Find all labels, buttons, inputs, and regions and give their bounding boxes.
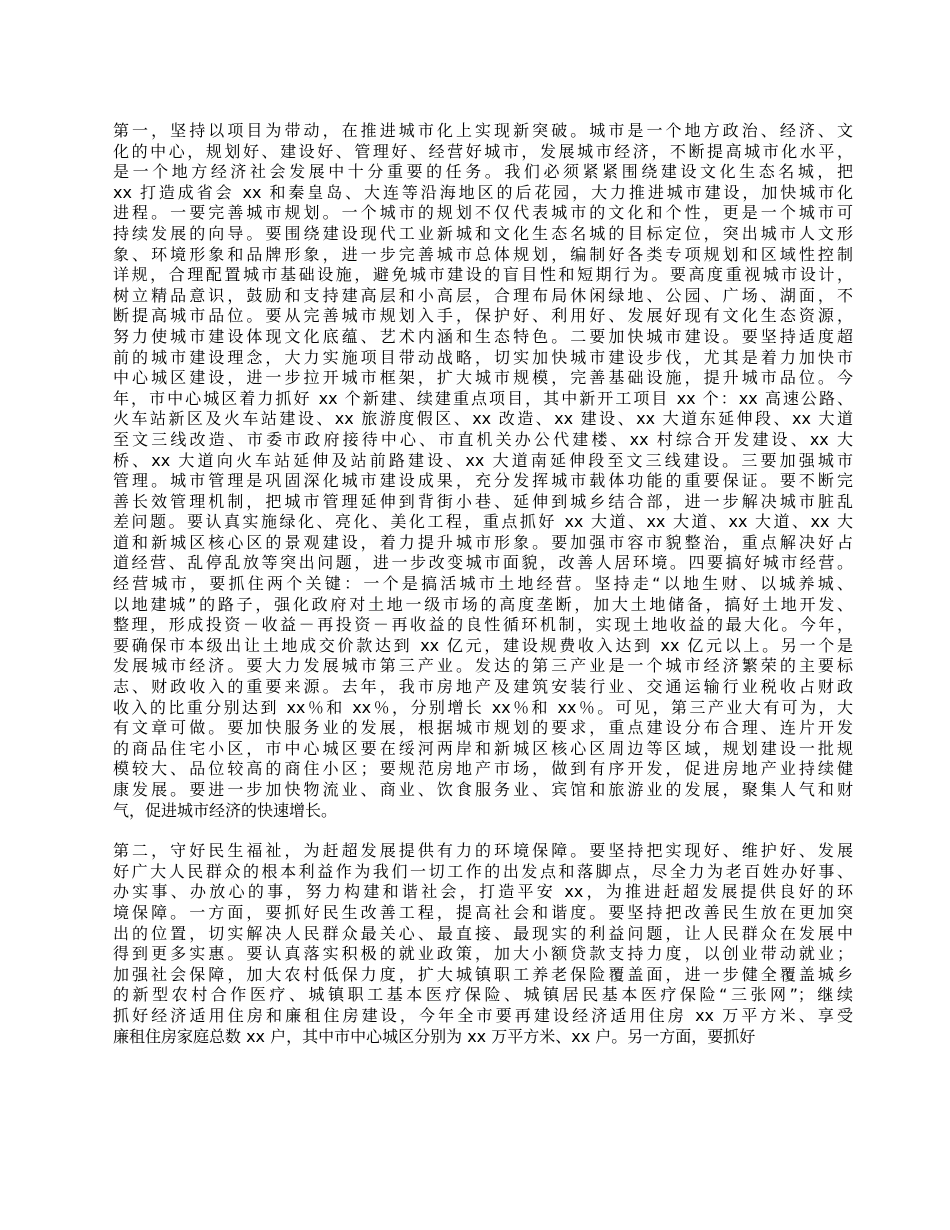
text-line: 得到更多实惠。要认真落实积极的就业政策，加大小额贷款支持力度，以创业带动就业；: [113, 944, 853, 964]
text-line: 廉租住房家庭总数 xx 户，其中市中心城区分别为 xx 万平方米、xx 户。另一方面，要抓好: [113, 1026, 756, 1046]
text-line: 中心城区建设，进一步拉开城市框架，扩大城市规模，完善基础设施，提升城市品位。今: [113, 368, 853, 388]
text-line: 以地建城”的路子，强化政府对土地一级市场的高度垄断，加大土地储备，搞好土地开发、: [113, 594, 853, 614]
text-line: 的新型农村合作医疗、城镇职工基本医疗保险、城镇居民基本医疗保险“三张网”；继续: [113, 985, 853, 1005]
text-line: 第二，守好民生福祉，为赶超发展提供有力的环境保障。要坚持把实现好、维护好、发展: [113, 841, 853, 861]
text-line: 有文章可做。要加快服务业的发展，根据城市规划的要求，重点建设分布合理、连片开发: [113, 718, 853, 738]
text-line: 加强社会保障，加大农村低保力度，扩大城镇职工养老保险覆盖面，进一步健全覆盖城乡: [113, 964, 853, 984]
text-line: 差问题。要认真实施绿化、亮化、美化工程，重点抓好 xx 大道、xx 大道、xx 大道、xx 大: [113, 512, 853, 532]
text-line: xx 打造成省会 xx 和秦皇岛、大连等沿海地区的后花园，大力推进城市建设，加快城市化: [113, 182, 853, 202]
text-line: 抓好经济适用住房和廉租住房建设，今年全市要再建设经济适用住房 xx 万平方米、享受: [113, 1005, 853, 1025]
paragraph-gap: [113, 821, 853, 841]
text-line: 努力使城市建设体现文化底蕴、艺术内涵和生态特色。二要加快城市建设。要坚持适度超: [113, 326, 853, 346]
text-line: 树立精品意识，鼓励和支持建高层和小高层，合理布局休闲绿地、公园、广场、湖面，不: [113, 285, 853, 305]
text-line: 前的城市建设理念，大力实施项目带动战略，切实加快城市建设步伐，尤其是着力加快市: [113, 347, 853, 367]
text-line: 第一，坚持以项目为带动，在推进城市化上实现新突破。城市是一个地方政治、经济、文: [113, 121, 853, 140]
text-line: 经营城市，要抓住两个关键：一个是搞活城市土地经营。坚持走“以地生财、以城养城、: [113, 574, 853, 594]
text-line: 收入的比重分别达到 xx％和 xx％，分别增长 xx％和 xx％。可见，第三产业大有可为，大: [113, 697, 853, 717]
text-line: 善长效管理机制，把城市管理延伸到背街小巷、延伸到城乡结合部，进一步解决城市脏乱: [113, 491, 853, 511]
text-line: 化的中心，规划好、建设好、管理好、经营好城市，发展城市经济，不断提高城市化水平，: [113, 141, 853, 161]
document-body: [113, 121, 853, 1047]
text-line: 志、财政收入的重要来源。去年，我市房地产及建筑安装行业、交通运输行业税收占财政: [113, 677, 853, 697]
text-line: 气，促进城市经济的快速增长。: [113, 800, 338, 820]
text-line: 持续发展的向导。要围绕建设现代工业新城和文化生态名城的目标定位，突出城市人文形: [113, 223, 853, 243]
text-line: 道经营、乱停乱放等突出问题，进一步改变城市面貌，改善人居环境。四要搞好城市经营。: [113, 553, 853, 573]
text-line: 好广大人民群众的根本利益作为我们一切工作的出发点和落脚点，尽全力为老百姓办好事、: [113, 861, 853, 881]
text-line: 模较大、品位较高的商住小区；要规范房地产市场，做到有序开发，促进房地产业持续健: [113, 759, 853, 779]
paragraph-2: [113, 841, 853, 1047]
text-line: 详规，合理配置城市基础设施，避免城市建设的盲目性和短期行为。要高度重视城市设计，: [113, 265, 853, 285]
text-line: 是一个地方经济社会发展中十分重要的任务。我们必须紧紧围绕建设文化生态名城，把: [113, 162, 853, 182]
text-line: 火车站新区及火车站建设、xx 旅游度假区、xx 改造、xx 建设、xx 大道东延伸段、xx 大道: [113, 409, 853, 429]
text-line: 要确保市本级出让土地成交价款达到 xx 亿元，建设规费收入达到 xx 亿元以上。另一个是: [113, 635, 853, 655]
text-line: 康发展。要进一步加快物流业、商业、饮食服务业、宾馆和旅游业的发展，聚集人气和财: [113, 780, 853, 799]
text-line: 境保障。一方面，要抓好民生改善工程，提高社会和谐度。要坚持把改善民生放在更加突: [113, 902, 853, 922]
text-line: 进程。一要完善城市规划。一个城市的规划不仅代表城市的文化和个性，更是一个城市可: [113, 203, 853, 223]
paragraph-1: [113, 121, 853, 821]
text-line: 象、环境形象和品牌形象，进一步完善城市总体规划，编制好各类专项规划和区域性控制: [113, 244, 853, 264]
text-line: 桥、xx 大道向火车站延伸及站前路建设、xx 大道南延伸段至文三线建设。三要加强城市: [113, 450, 853, 470]
text-line: 的商品住宅小区，市中心城区要在绥河两岸和新城区核心区周边等区域，规划建设一批规: [113, 738, 853, 758]
text-line: 发展城市经济。要大力发展城市第三产业。发达的第三产业是一个城市经济繁荣的主要标: [113, 656, 853, 676]
text-line: 至文三线改造、市委市政府接待中心、市直机关办公代建楼、xx 村综合开发建设、xx 大: [113, 429, 853, 449]
text-line: 出的位置，切实解决人民群众最关心、最直接、最现实的利益问题，让人民群众在发展中: [113, 923, 853, 943]
text-line: 管理。城市管理是巩固深化城市建设成果，充分发挥城市载体功能的重要保证。要不断完: [113, 471, 853, 491]
text-line: 办实事、办放心的事，努力构建和谐社会，打造平安 xx，为推进赶超发展提供良好的环: [113, 882, 853, 902]
text-line: 断提高城市品位。要从完善城市规划入手，保护好、利用好、发展好现有文化生态资源，: [113, 306, 853, 326]
text-line: 道和新城区核心区的景观建设，着力提升城市形象。要加强市容市貌整治，重点解决好占: [113, 532, 853, 552]
text-line: 整理，形成投资－收益－再投资－再收益的良性循环机制，实现土地收益的最大化。今年，: [113, 615, 853, 635]
text-line: 年，市中心城区着力抓好 xx 个新建、续建重点项目，其中新开工项目 xx 个：xx 高速公路、: [113, 388, 853, 408]
